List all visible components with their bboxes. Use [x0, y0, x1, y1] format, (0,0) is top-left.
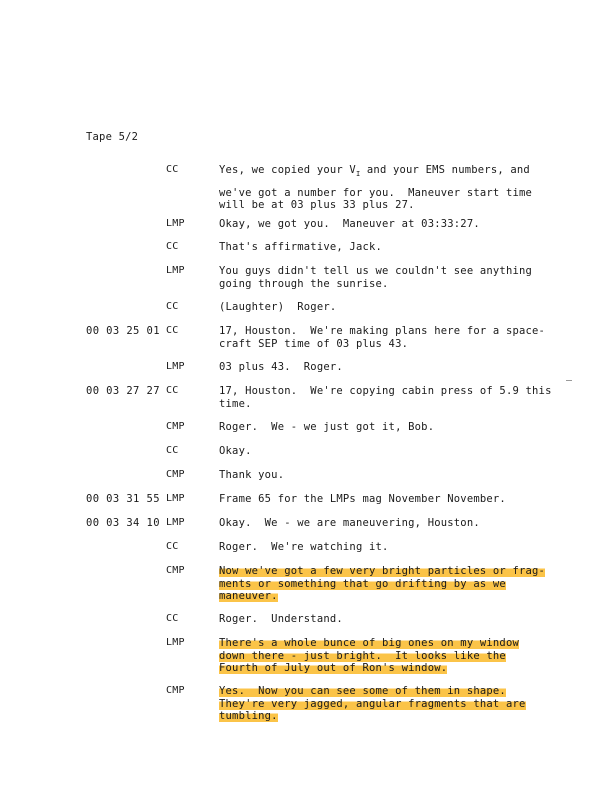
highlighted-utterance	[219, 565, 544, 603]
utterance-line: Frame 65 for the LMPs mag November November.	[219, 493, 506, 505]
subscript: I	[355, 170, 361, 178]
timestamp: 00 03 34 10	[86, 517, 160, 529]
utterance	[219, 541, 544, 554]
utterance-line: we've got a number for you. Maneuver start time	[219, 186, 533, 199]
utterance	[219, 613, 544, 626]
utterance-line: Now we've got a few very bright particles or frag-	[219, 565, 546, 577]
highlighted-utterance	[219, 685, 544, 723]
tape-label: Tape 5/2	[86, 131, 139, 143]
utterance	[219, 301, 544, 314]
utterance-line: will be at 03 plus 33 plus 27.	[219, 199, 415, 211]
speaker: CC	[166, 301, 179, 312]
utterance-line: craft SEP time of 03 plus 43.	[219, 337, 409, 350]
utterance-line: Thank you.	[219, 469, 285, 481]
speaker: LMP	[166, 218, 185, 229]
utterance-line: 17, Houston. We're copying cabin press of 5.9 this	[219, 385, 552, 397]
highlighted-utterance	[219, 637, 544, 675]
utterance	[219, 493, 544, 506]
utterance-line: Yes. Now you can see some of them in shape.	[219, 685, 506, 697]
utterance-line: Roger. Understand.	[219, 613, 343, 625]
utterance-line: Yes, we copied your $V_I$ and your EMS numbers, and	[219, 164, 530, 178]
utterance-line: Roger. We - we just got it, Bob.	[219, 421, 435, 433]
utterance-line: (Laughter) Roger.	[219, 301, 337, 313]
speaker: CC	[166, 541, 179, 552]
utterance-line: Okay.	[219, 445, 252, 457]
margin-mark	[566, 380, 572, 381]
utterance-line: maneuver.	[219, 590, 278, 602]
utterance	[219, 361, 544, 374]
speaker: CC	[166, 325, 179, 336]
utterance	[219, 445, 544, 458]
speaker: CMP	[166, 565, 185, 576]
timestamp: 00 03 25 01	[86, 325, 160, 337]
utterance-line: Roger. We're watching it.	[219, 541, 389, 553]
utterance-line: That's affirmative, Jack.	[219, 241, 383, 253]
utterance	[219, 164, 544, 212]
speaker: CMP	[166, 685, 185, 696]
speaker: CC	[166, 164, 179, 175]
speaker: CC	[166, 445, 179, 456]
speaker: LMP	[166, 517, 185, 528]
utterance	[219, 469, 544, 482]
speaker: LMP	[166, 493, 185, 504]
utterance	[219, 218, 544, 231]
utterance-line: Okay. We - we are maneuvering, Houston.	[219, 517, 480, 529]
utterance	[219, 385, 552, 410]
utterance	[219, 241, 544, 254]
utterance-line: ments or something that go drifting by as we	[219, 577, 506, 590]
utterance	[219, 265, 544, 290]
utterance-line: 17, Houston. We're making plans here for a space-	[219, 325, 546, 337]
utterance-line: 03 plus 43. Roger.	[219, 361, 343, 373]
timestamp: 00 03 31 55	[86, 493, 160, 505]
speaker: LMP	[166, 265, 185, 276]
speaker: CMP	[166, 469, 185, 480]
utterance-line: Fourth of July out of Ron's window.	[219, 662, 448, 674]
utterance-line: Okay, we got you. Maneuver at 03:33:27.	[219, 218, 480, 230]
speaker: CC	[166, 613, 179, 624]
utterance-line: tumbling.	[219, 710, 278, 722]
utterance-line: They're very jagged, angular fragments that are	[219, 697, 526, 710]
speaker: CC	[166, 241, 179, 252]
utterance-line: down there - just bright. It looks like the	[219, 649, 506, 662]
utterance-line: You guys didn't tell us we couldn't see anything	[219, 265, 533, 277]
utterance	[219, 325, 544, 350]
utterance	[219, 421, 544, 434]
speaker: LMP	[166, 361, 185, 372]
utterance-line: time.	[219, 397, 252, 410]
utterance-line: There's a whole bunce of big ones on my window	[219, 637, 519, 649]
speaker: CMP	[166, 421, 185, 432]
utterance-line: going through the sunrise.	[219, 277, 389, 290]
speaker: CC	[166, 385, 179, 396]
utterance	[219, 517, 544, 530]
speaker: LMP	[166, 637, 185, 648]
timestamp: 00 03 27 27	[86, 385, 160, 397]
